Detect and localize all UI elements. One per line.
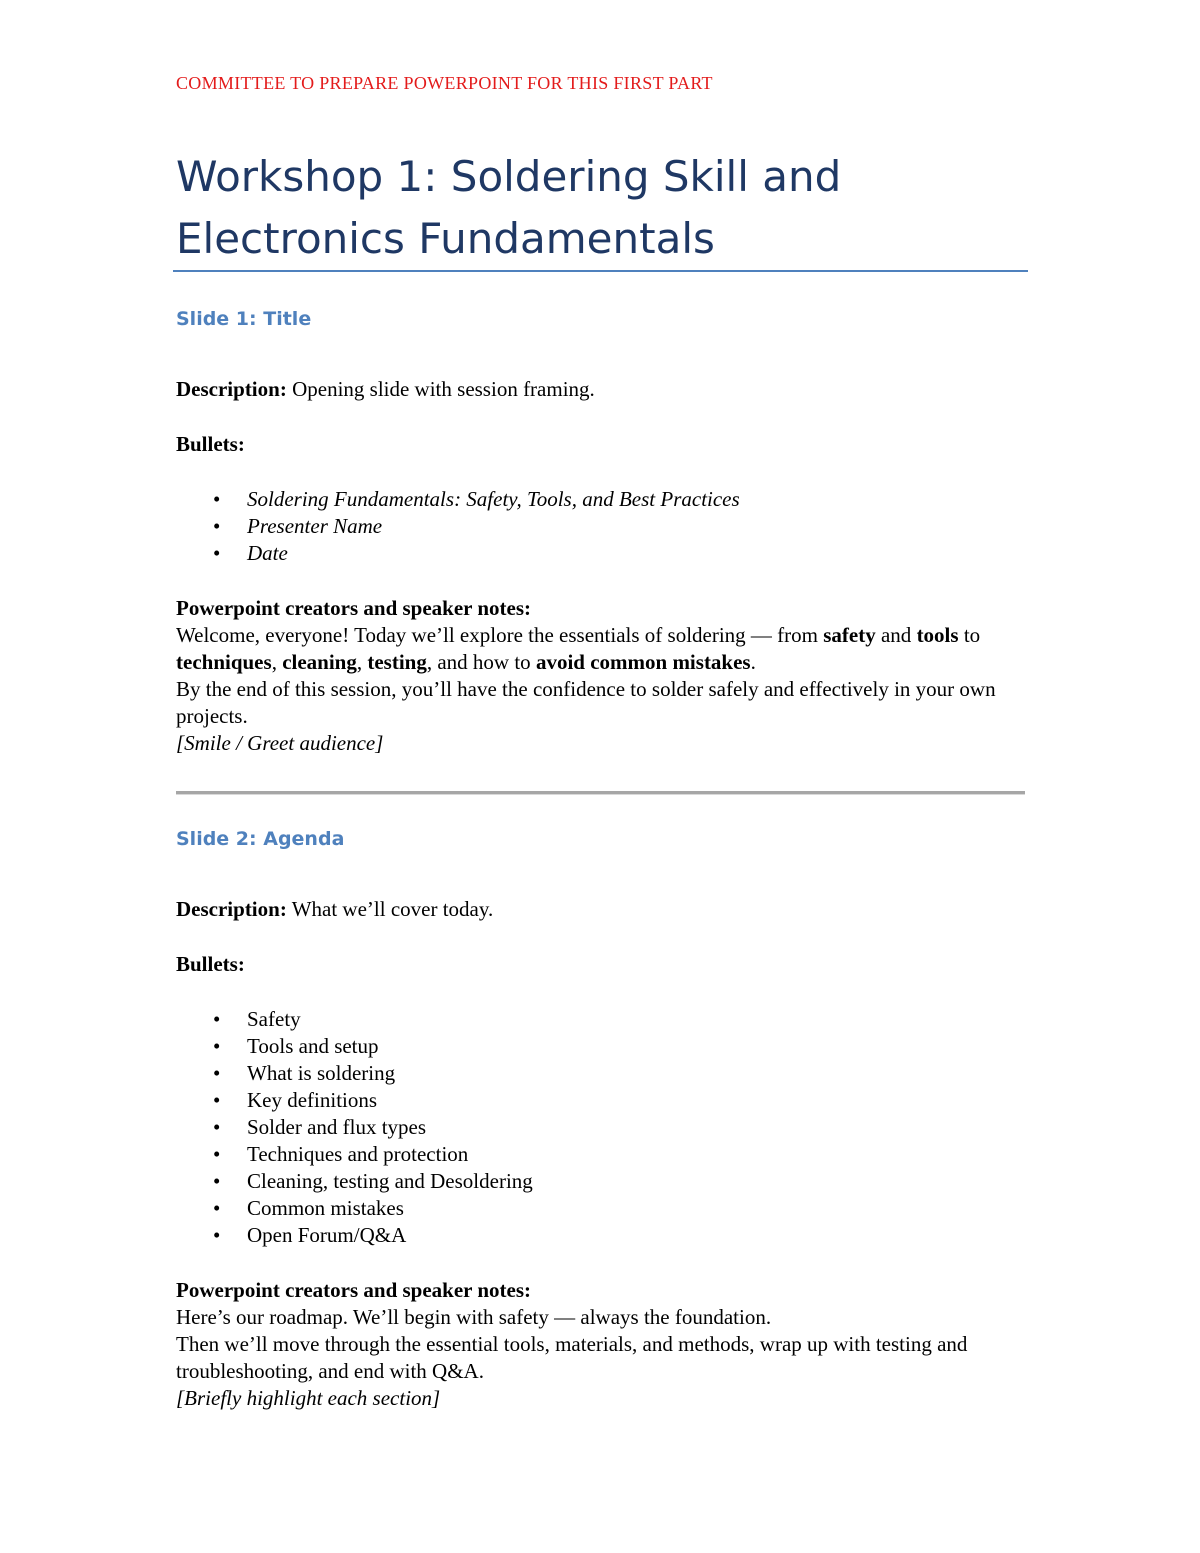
bullet-icon: • [213,1115,221,1139]
list-item: • Soldering Fundamentals: Safety, Tools, and Best Practices [213,487,740,511]
list-item: • What is soldering [213,1061,396,1085]
document-title [176,146,1028,270]
description-label: Description: [176,377,287,401]
slide-1-bullets-label: Bullets: [176,432,245,456]
committee-note: COMMITTEE TO PREPARE POWERPOINT FOR THIS FIRST PART [176,73,713,93]
slide-1-notes-line-2: By the end of this session, you’ll have the confidence to solder safely and effectively in your own projects. [176,677,996,728]
slide-2-notes-label: Powerpoint creators and speaker notes: [176,1278,532,1302]
list-item: • Tools and setup [213,1034,379,1058]
list-item: • Key definitions [213,1088,378,1112]
slide-1-notes-label: Powerpoint creators and speaker notes: [176,596,532,620]
slide-2-description [176,896,1028,923]
slide-1-stage-direction: [Smile / Greet audience] [176,731,384,755]
document-title-line-2: Electronics Fundamentals [176,214,715,263]
slide-2-heading: Slide 2: Agenda [176,828,345,850]
title-underline [173,270,1028,272]
slide-1-description [176,376,1028,403]
list-item: • Cleaning, testing and Desoldering [213,1169,533,1193]
slide-1-section [176,308,1028,757]
bullet-icon: • [213,487,221,511]
slide-2-notes-line-1: Here’s our roadmap. We’ll begin with safety — always the foundation. [176,1305,772,1329]
list-item: • Techniques and protection [213,1142,469,1166]
slide-2-stage-direction: [Briefly highlight each section] [176,1386,441,1410]
slide-2-bullet-list [176,1006,1028,1249]
bullet-icon: • [213,1061,221,1085]
bullet-icon: • [213,1088,221,1112]
slide-2-bullets-label: Bullets: [176,952,245,976]
description-text: What we’ll cover today. [291,897,494,921]
slide-2-notes-line-2: Then we’ll move through the essential tools, materials, and methods, wrap up with testing and troubleshooting, and end with Q&A. [176,1332,968,1383]
bullet-icon: • [213,514,221,538]
bullet-icon: • [213,1034,221,1058]
description-label: Description: [176,897,287,921]
list-item: • Common mistakes [213,1196,404,1220]
list-item: • Solder and flux types [213,1115,427,1139]
list-item: • Open Forum/Q&A [213,1223,407,1247]
slide-1-heading: Slide 1: Title [176,308,312,330]
list-item: • Safety [213,1007,301,1031]
document-title-line-1: Workshop 1: Soldering Skill and [176,152,842,201]
bullet-icon: • [213,1169,221,1193]
section-divider [176,791,1025,795]
bullet-icon: • [213,541,221,565]
slide-2-section [176,828,1028,1412]
list-item: • Presenter Name [213,514,383,538]
bullet-icon: • [213,1007,221,1031]
bullet-icon: • [213,1142,221,1166]
description-text: Opening slide with session framing. [292,377,595,401]
slide-1-bullet-list [176,486,1028,567]
slide-1-notes-paragraph: Welcome, everyone! Today we’ll explore the essentials of soldering — from safety and tools to techniques, cleaning, testing, and how to avoid common mistakes. [176,623,981,674]
bullet-icon: • [213,1223,221,1247]
list-item: • Date [213,541,288,565]
bullet-icon: • [213,1196,221,1220]
